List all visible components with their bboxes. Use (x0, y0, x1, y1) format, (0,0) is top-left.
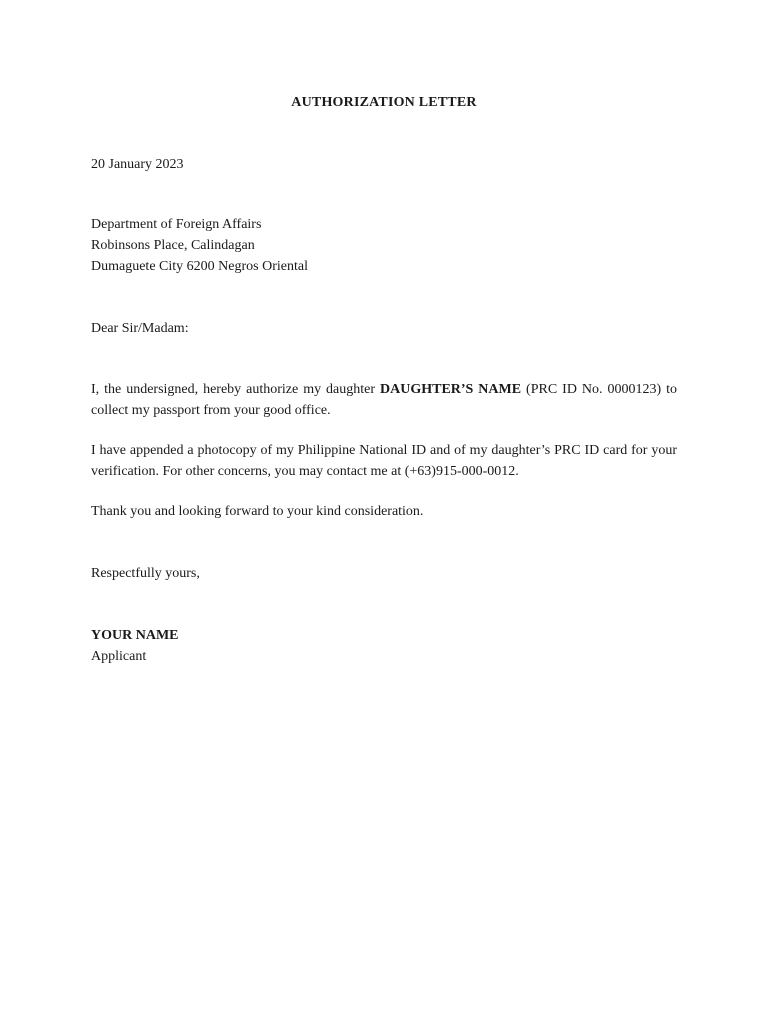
closing-text: Respectfully yours, (91, 566, 200, 581)
recipient-line-2: Robinsons Place, Calindagan (91, 238, 255, 253)
salutation-text: Dear Sir/Madam: (91, 321, 189, 336)
paragraph-thanks (91, 501, 677, 522)
paragraph-1-after: (PRC ID No. 0000123) to collect my passport from your good office. (91, 382, 677, 418)
letter-title: AUTHORIZATION LETTER (291, 95, 477, 110)
signature-block (91, 625, 677, 667)
recipient-line-1: Department of Foreign Affairs (91, 217, 262, 232)
signature-title: Applicant (91, 649, 147, 664)
salutation (91, 318, 677, 339)
signature-name: YOUR NAME (91, 628, 179, 643)
recipient-line-3: Dumaguete City 6200 Negros Oriental (91, 259, 308, 274)
closing (91, 563, 677, 584)
letter-date (91, 154, 677, 175)
paragraph-authorization (91, 379, 677, 421)
paragraph-1-before: I, the undersigned, hereby authorize my daughter (91, 382, 380, 397)
date-text: 20 January 2023 (91, 157, 184, 172)
paragraph-3-text: Thank you and looking forward to your kind consideration. (91, 504, 424, 519)
recipient-address (91, 214, 677, 277)
daughter-name: DAUGHTER’S NAME (380, 382, 522, 397)
paragraph-2-text: I have appended a photocopy of my Philippine National ID and of my daughter’s PRC ID card for your verification. For other concerns, you may contact me at (+63)915-000-0012. (91, 443, 677, 479)
paragraph-attachments (91, 440, 677, 482)
